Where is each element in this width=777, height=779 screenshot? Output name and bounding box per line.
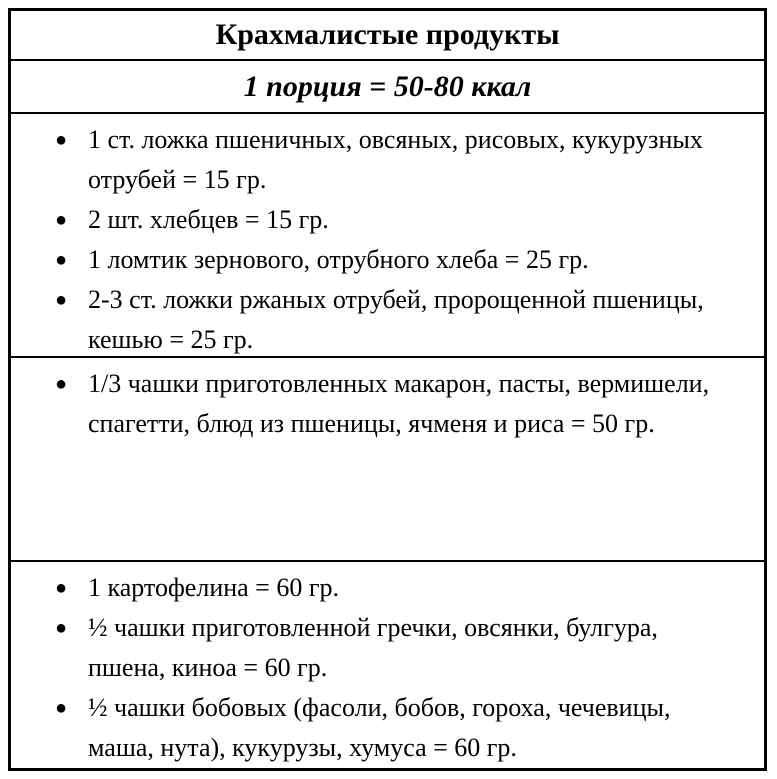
bullet-icon: ● — [54, 248, 68, 271]
bullet-icon: ● — [54, 372, 68, 395]
list-item — [11, 280, 764, 360]
table-title: Крахмалистые продукты — [11, 11, 764, 61]
list-item-text: 2 шт. хлебцев = 15 гр. — [88, 204, 329, 234]
starchy-foods-table — [8, 8, 767, 771]
list-item — [11, 200, 764, 240]
bullet-icon: ● — [54, 208, 68, 231]
list — [11, 364, 764, 444]
section-pasta-grains — [11, 358, 764, 562]
bullet-icon: ● — [54, 288, 68, 311]
list-item-text: ½ чашки бобовых (фасоли, бобов, гороха, чечевицы, маша, нута), кукурузы, хумуса = 60 гр. — [88, 693, 671, 762]
list-item-text: ½ чашки приготовленной гречки, овсянки, булгура, пшена, киноа = 60 гр. — [88, 613, 658, 682]
section-potato-legumes — [11, 562, 764, 768]
list-item — [11, 608, 764, 688]
list-item-text: 1 картофелина = 60 гр. — [88, 573, 340, 602]
list-item-text: 1 ст. ложка пшеничных, овсяных, рисовых, кукурузных отрубей = 15 гр. — [88, 124, 703, 194]
list-item — [11, 688, 764, 768]
list-item — [11, 240, 764, 280]
list-item — [11, 364, 764, 444]
list-item-text: 1/3 чашки приготовленных макарон, пасты, вермишели, спагетти, блюд из пшеницы, ячменя и риса = 50 гр. — [88, 368, 710, 438]
bullet-icon: ● — [54, 697, 68, 719]
section-breads-bran — [11, 114, 764, 358]
list-item — [11, 120, 764, 200]
bullet-icon: ● — [54, 577, 68, 599]
list-item — [11, 568, 764, 608]
list-item-text: 1 ломтик зернового, отрубного хлеба = 25 гр. — [88, 244, 589, 274]
list — [11, 120, 764, 360]
bullet-icon: ● — [54, 617, 68, 639]
list-item-text: 2-3 ст. ложки ржаных отрубей, пророщенной пшеницы, кешью = 25 гр. — [88, 284, 704, 354]
portion-subtitle: 1 порция = 50-80 ккал — [11, 61, 764, 113]
bullet-icon: ● — [54, 128, 68, 151]
list — [11, 568, 764, 768]
